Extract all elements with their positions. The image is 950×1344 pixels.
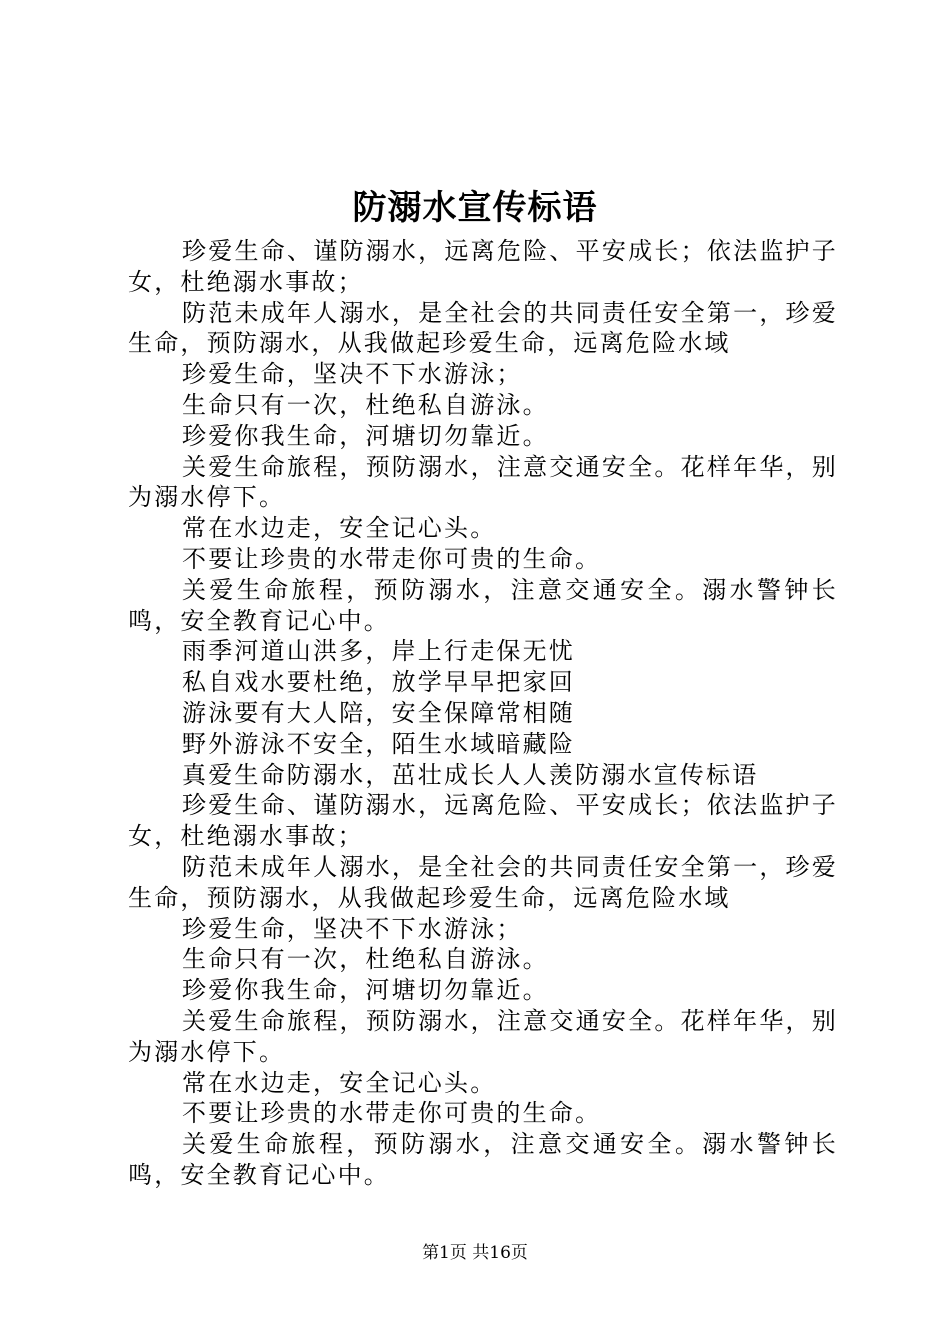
paragraph: 珍爱生命，坚决不下水游泳； (182, 914, 523, 943)
paragraph: 防范未成年人溺水，是全社会的共同责任安全第一，珍爱生命，预防溺水，从我做起珍爱生命，远离危险水域 (128, 298, 838, 358)
paragraph: 珍爱你我生命，河塘切勿靠近。 (182, 976, 549, 1005)
document-title: 防溺水宣传标语 (352, 188, 598, 228)
paragraph: 关爱生命旅程，预防溺水，注意交通安全。溺水警钟长鸣，安全教育记心中。 (128, 575, 838, 635)
paragraph: 游泳要有大人陪，安全保障常相随 (182, 698, 575, 727)
paragraph: 关爱生命旅程，预防溺水，注意交通安全。花样年华，别为溺水停下。 (128, 452, 838, 512)
paragraph: 常在水边走，安全记心头。 (182, 1068, 497, 1097)
paragraph: 珍爱生命，坚决不下水游泳； (182, 360, 523, 389)
paragraph: 生命只有一次，杜绝私自游泳。 (182, 945, 549, 974)
paragraph: 常在水边走，安全记心头。 (182, 514, 497, 543)
paragraph: 野外游泳不安全，陌生水域暗藏险 (182, 729, 575, 758)
paragraph: 防范未成年人溺水，是全社会的共同责任安全第一，珍爱生命，预防溺水，从我做起珍爱生命，远离危险水域 (128, 852, 838, 912)
paragraph: 关爱生命旅程，预防溺水，注意交通安全。溺水警钟长鸣，安全教育记心中。 (128, 1130, 838, 1189)
paragraph: 不要让珍贵的水带走你可贵的生命。 (182, 544, 602, 573)
paragraph: 雨季河道山洪多，岸上行走保无忧 (182, 637, 575, 666)
paragraph: 不要让珍贵的水带走你可贵的生命。 (182, 1099, 602, 1128)
paragraph: 珍爱生命、谨防溺水，远离危险、平安成长；依法监护子女，杜绝溺水事故； (128, 791, 838, 851)
paragraph: 生命只有一次，杜绝私自游泳。 (182, 390, 549, 419)
paragraph: 珍爱生命、谨防溺水，远离危险、平安成长；依法监护子女，杜绝溺水事故； (128, 237, 838, 296)
paragraph: 关爱生命旅程，预防溺水，注意交通安全。花样年华，别为溺水停下。 (128, 1006, 838, 1066)
document-body (128, 236, 838, 1191)
paragraph: 珍爱你我生命，河塘切勿靠近。 (182, 421, 549, 450)
paragraph: 私自戏水要杜绝，放学早早把家回 (182, 668, 575, 697)
paragraph: 真爱生命防溺水，茁壮成长人人羡防溺水宣传标语 (182, 760, 759, 789)
page-number-footer: 第1页 共16页 (422, 1243, 528, 1263)
